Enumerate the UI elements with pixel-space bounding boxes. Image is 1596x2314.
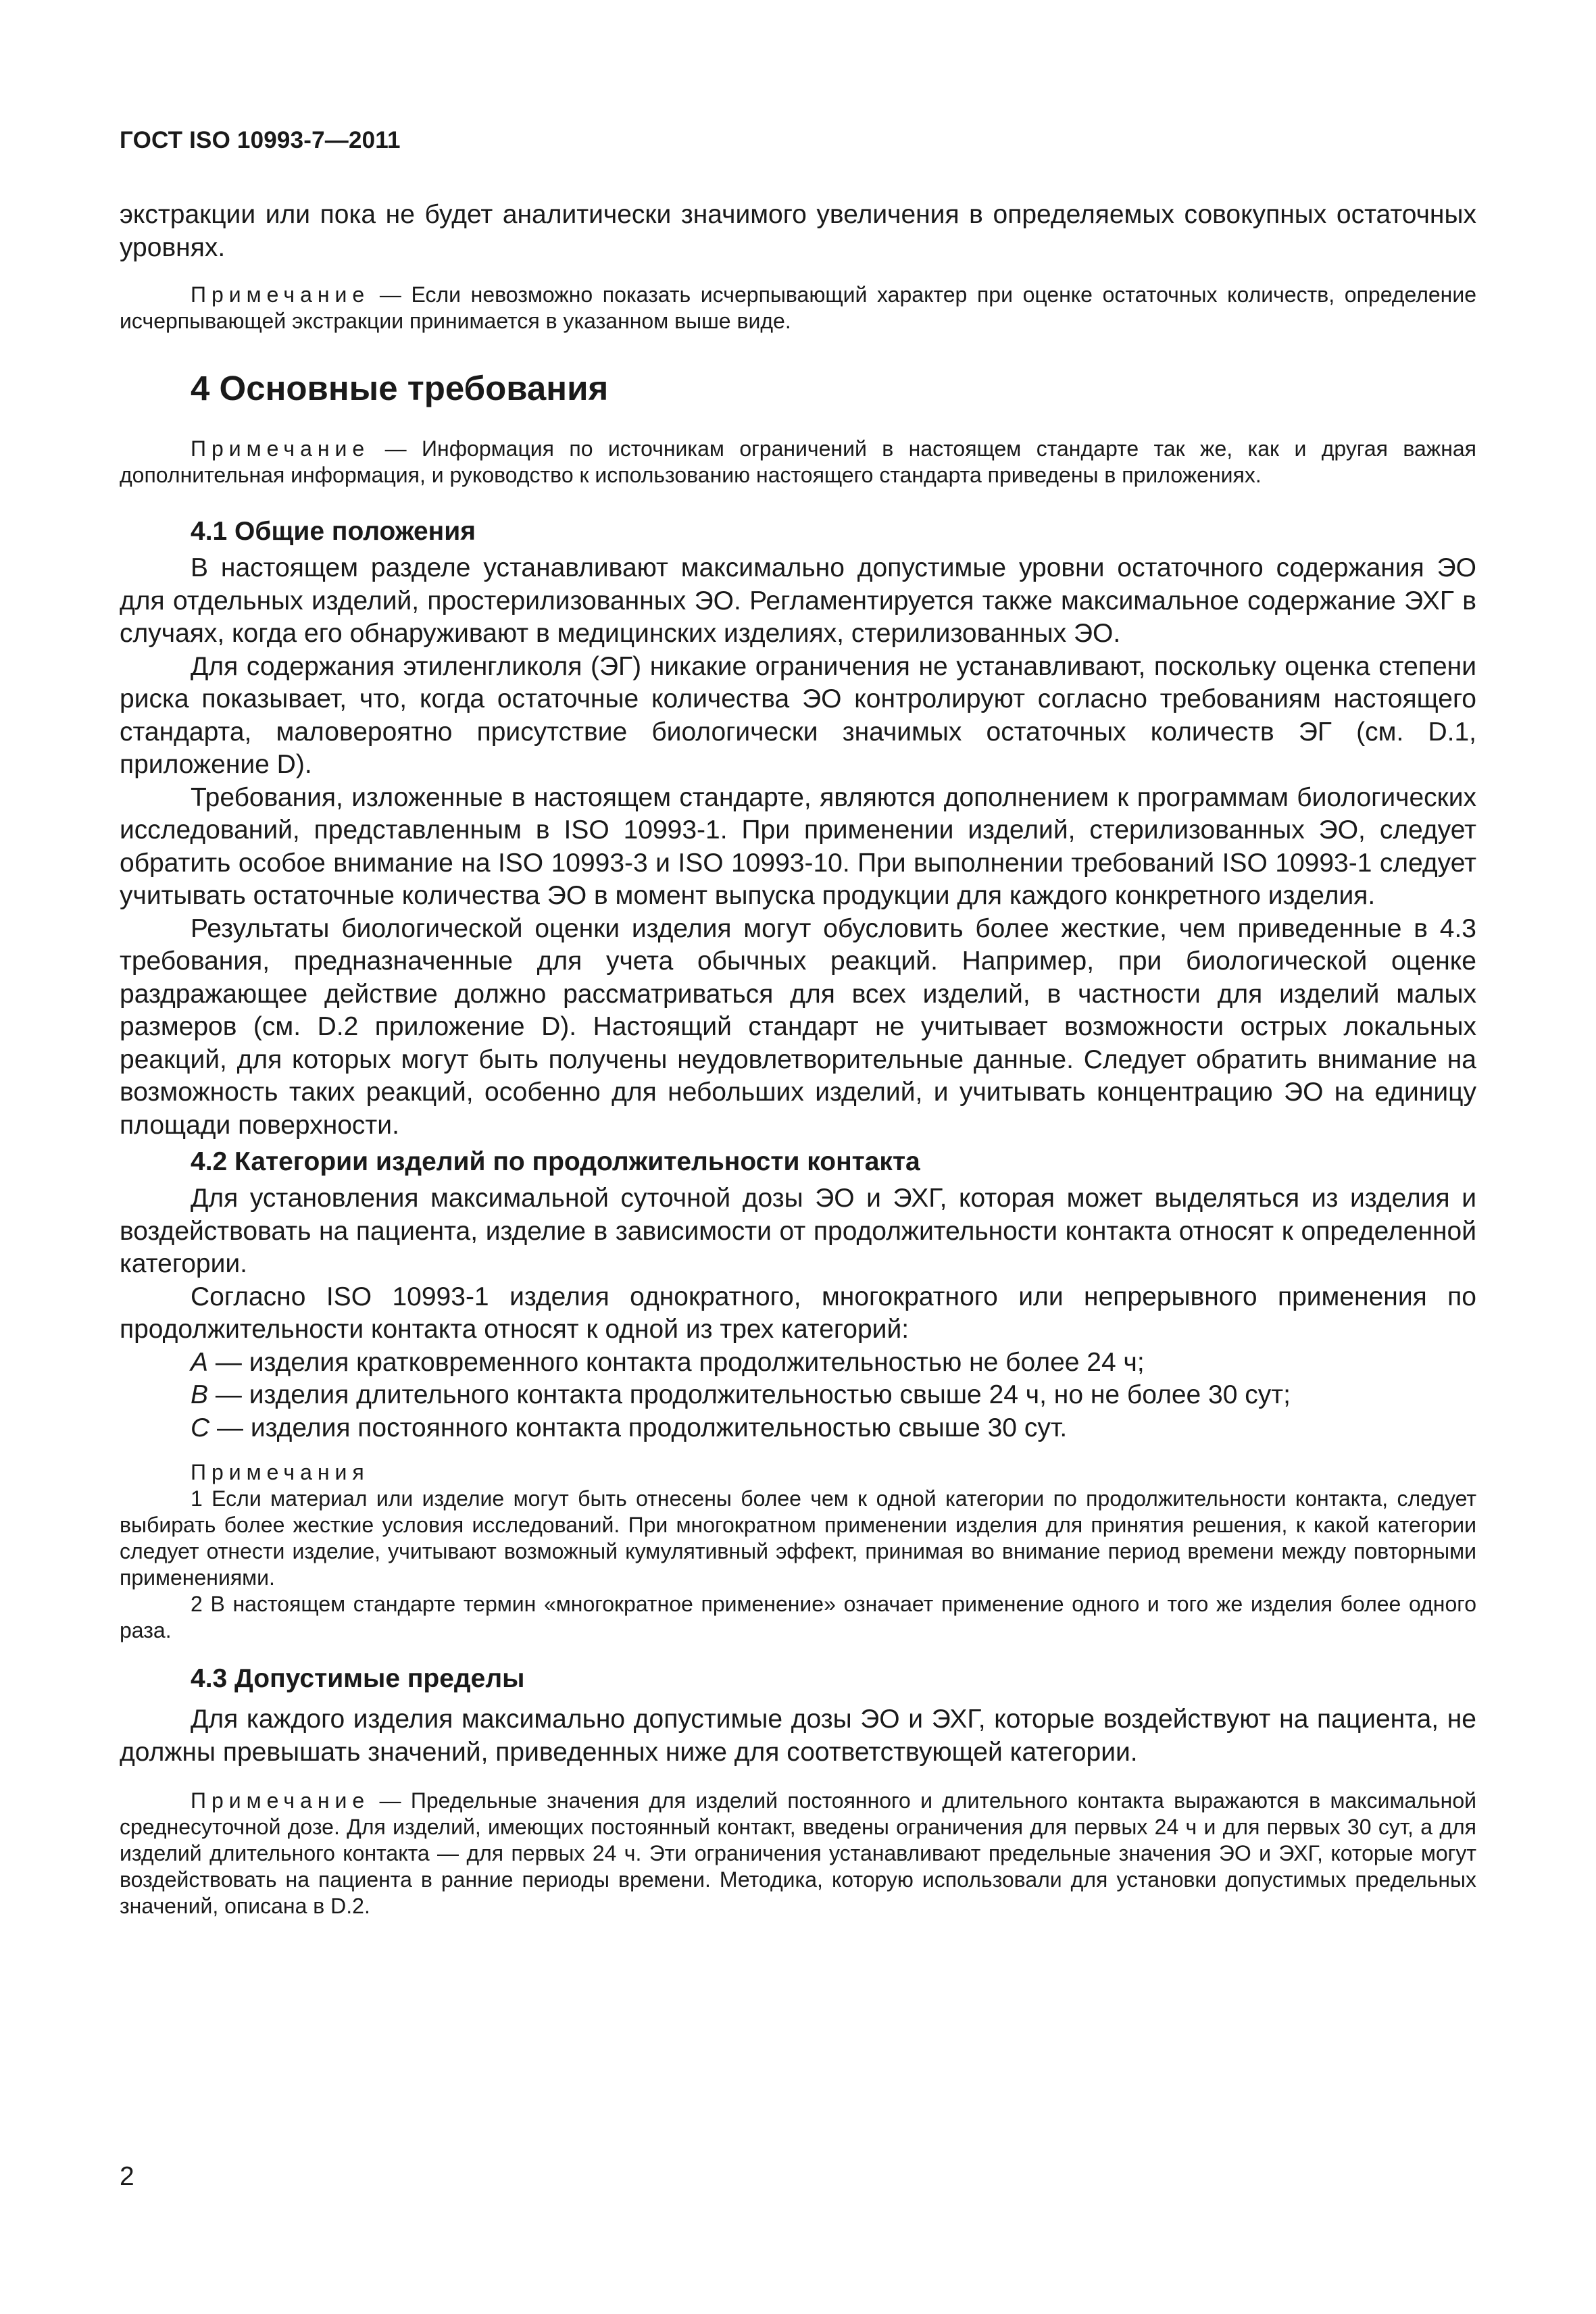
section-4-title: 4 Основные требования [191, 369, 609, 407]
category-item-b [120, 1379, 1476, 1412]
section-4-3-paragraph: Для каждого изделия максимально допустимые дозы ЭО и ЭХГ, которые воздействуют на пациента, не должны превышать значений, приведенных ниже для соответствующей категории. [120, 1705, 1476, 1767]
section-4-note [120, 436, 1476, 488]
note-text: — Предельные значения для изделий постоянного и длительного контакта выражаются в максимальной среднесуточной дозе. Для изделий, имеющих постоянный контакт, введены ограничения для первых 24 ч и для первых 30 сут, а для изделий длительного контакта — для первых 24 ч. Эти ограничения устанавливают предельные значения ЭО и ЭХГ, которые могут воздействовать на пациента в ранние периоды времени. Методика, которую использовали для установки допустимых предельных значений, описана в D.2. [120, 1788, 1477, 1918]
category-item-a [120, 1347, 1476, 1380]
section-4-2-paragraph: Согласно ISO 10993-1 изделия однократного, многократного или непрерывного применения по продолжительности контакта относят к одной из трех категорий: [120, 1282, 1476, 1344]
note-label: Примечание [191, 436, 370, 461]
continuation-paragraph: экстракции или пока не будет аналитически значимого увеличения в определяемых совокупных остаточных уровнях. [120, 200, 1476, 262]
page-number: 2 [120, 2162, 134, 2191]
note-exhaustive-extraction [120, 282, 1476, 334]
section-4-1-paragraph: Требования, изложенные в настоящем стандарте, являются дополнением к программам биологических исследований, представленным в ISO 10993-1. При применении изделий, стерилизованных ЭО, следует обратить особое внимание на ISO 10993-3 и ISO 10993-10. При выполнении требований ISO 10993-1 следует учитывать остаточные количества ЭО в момент выпуска продукции для каждого конкретного изделия. [120, 782, 1476, 910]
notes-heading: Примечания [191, 1460, 370, 1484]
section-4-3-note [120, 1788, 1476, 1919]
note-label: Примечание [191, 282, 370, 307]
category-letter: B [191, 1380, 209, 1409]
section-4-2-paragraph: Для установления максимальной суточной дозы ЭО и ЭХГ, которая может выделяться из изделия и воздействовать на пациента, изделие в зависимости от продолжительности контакта относят к определенной категории. [120, 1184, 1476, 1278]
note-label: Примечание [191, 1788, 370, 1813]
section-4-2-title: 4.2 Категории изделий по продолжительности контакта [191, 1147, 920, 1176]
category-text: — изделия кратковременного контакта продолжительностью не более 24 ч; [215, 1347, 1145, 1377]
document-page [120, 0, 1476, 2314]
standard-header: ГОСТ ISO 10993-7—2011 [120, 127, 401, 153]
section-4-1-paragraph: Результаты биологической оценки изделия могут обусловить более жесткие, чем приведенные в 4.3 требования, предназначенные для учета обычных реакций. Например, при биологической оценке раздражающее действие должно рассматриваться для всех изделий, в частности для изделий малых размеров (см. D.2 приложение D). Настоящий стандарт не учитывает возможности острых локальных реакций, для которых могут быть получены неудовлетворительные данные. Следует обратить внимание на возможность таких реакций, особенно для небольших изделий, и учитывать концентрацию ЭО на единицу площади поверхности. [120, 913, 1476, 1140]
section-4-1-paragraph: В настоящем разделе устанавливают максимально допустимые уровни остаточного содержания ЭО для отдельных изделий, простерилизованных ЭО. Регламентируется также максимальное содержание ЭХГ в случаях, когда его обнаруживают в медицинских изделиях, стерилизованных ЭО. [120, 553, 1476, 648]
category-letter: A [191, 1347, 209, 1377]
section-4-1-paragraph: Для содержания этиленгликоля (ЭГ) никакие ограничения не устанавливают, поскольку оценка степени риска показывает, что, когда остаточные количества ЭО контролируют согласно требованиям настоящего стандарта, маловероятно присутствие биологически значимых остаточных количеств ЭГ (см. D.1, приложение D). [120, 651, 1476, 779]
page-content [120, 199, 1476, 1919]
note-text: — Если невозможно показать исчерпывающий характер при оценке остаточных количеств, определение исчерпывающей экстракции принимается в указанном выше виде. [120, 282, 1477, 333]
section-4-3-title: 4.3 Допустимые пределы [191, 1664, 525, 1693]
category-text: — изделия длительного контакта продолжительностью свыше 24 ч, но не более 30 сут; [215, 1380, 1291, 1409]
note-text: — Информация по источникам ограничений в настоящем стандарте так же, как и другая важная дополнительная информация, и руководство к использованию настоящего стандарта приведены в приложениях. [120, 436, 1477, 487]
category-letter: C [191, 1413, 210, 1442]
category-text: — изделия постоянного контакта продолжительностью свыше 30 сут. [217, 1413, 1068, 1442]
section-4-1-title: 4.1 Общие положения [191, 517, 476, 546]
section-4-2-note-2: 2 В настоящем стандарте термин «многократное применение» означает применение одного и того же изделия более одного раза. [120, 1592, 1476, 1642]
category-item-c [120, 1412, 1476, 1445]
section-4-2-note-1: 1 Если материал или изделие могут быть отнесены более чем к одной категории по продолжительности контакта, следует выбирать более жесткие условия исследований. При многократном применении изделия для принятия решения, к какой категории следует отнести изделие, учитывают возможный кумулятивный эффект, принимая во внимание период времени между повторными применениями. [120, 1486, 1476, 1590]
